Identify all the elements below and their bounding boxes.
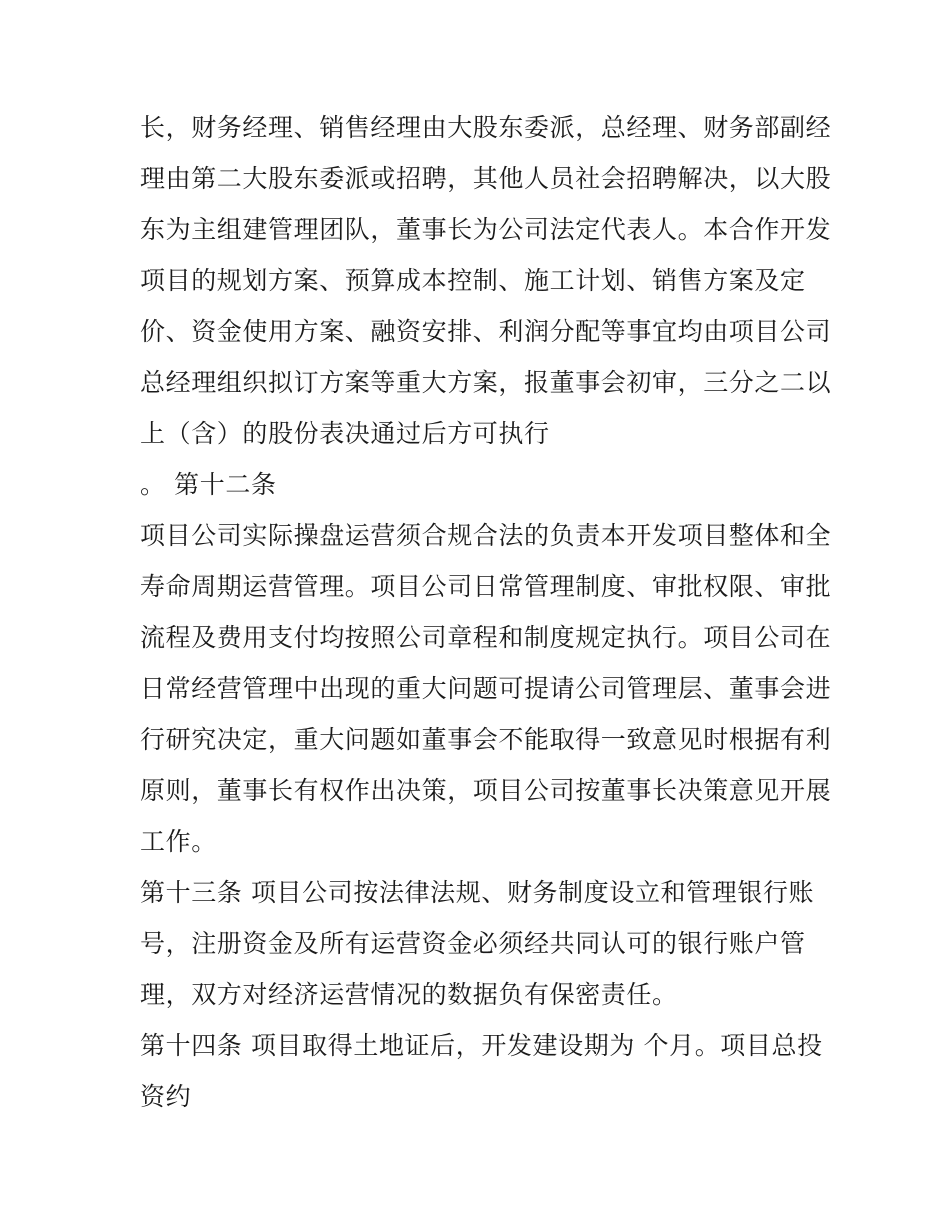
text-line: 长，财务经理、销售经理由大股东委派，总经理、财务部副经 [140,113,832,142]
text-line: 东为主组建管理团队，董事长为公司法定代表人。本合作开发 [140,215,832,244]
text-line: 理由第二大股东委派或招聘，其他人员社会招聘解决，以大股 [140,164,832,193]
text-line: 工作。 [140,827,217,856]
text-line: 价、资金使用方案、融资安排、利润分配等事宜均由项目公司 [140,317,832,346]
text-line: 流程及费用支付均按照公司章程和制度规定执行。项目公司在 [140,623,832,652]
text-line: 第十三条 项目公司按法律法规、财务制度设立和管理银行账 [140,878,815,907]
text-line: 上（含）的股份表决通过后方可执行 [140,419,550,448]
text-line: 总经理组织拟订方案等重大方案，报董事会初审，三分之二以 [140,368,832,397]
text-line: 原则，董事长有权作出决策，项目公司按董事长决策意见开展 [140,776,832,805]
text-line: 资约 [140,1082,192,1111]
text-line: 日常经营管理中出现的重大问题可提请公司管理层、董事会进 [140,674,832,703]
text-line: 行研究决定，重大问题如董事会不能取得一致意见时根据有利 [140,725,832,754]
text-line: 项目的规划方案、预算成本控制、施工计划、销售方案及定 [140,266,806,295]
text-line: 号，注册资金及所有运营资金必须经共同认可的银行账户管 [140,929,806,958]
text-line: 理，双方对经济运营情况的数据负有保密责任。 [140,980,678,1009]
text-line: 寿命周期运营管理。项目公司日常管理制度、审批权限、审批 [140,572,832,601]
section-heading: 。 第十二条 [140,470,277,499]
text-line: 第十四条 项目取得土地证后，开发建设期为 个月。项目总投 [140,1031,823,1060]
text-line: 项目公司实际操盘运营须合规合法的负责本开发项目整体和全 [140,521,832,550]
